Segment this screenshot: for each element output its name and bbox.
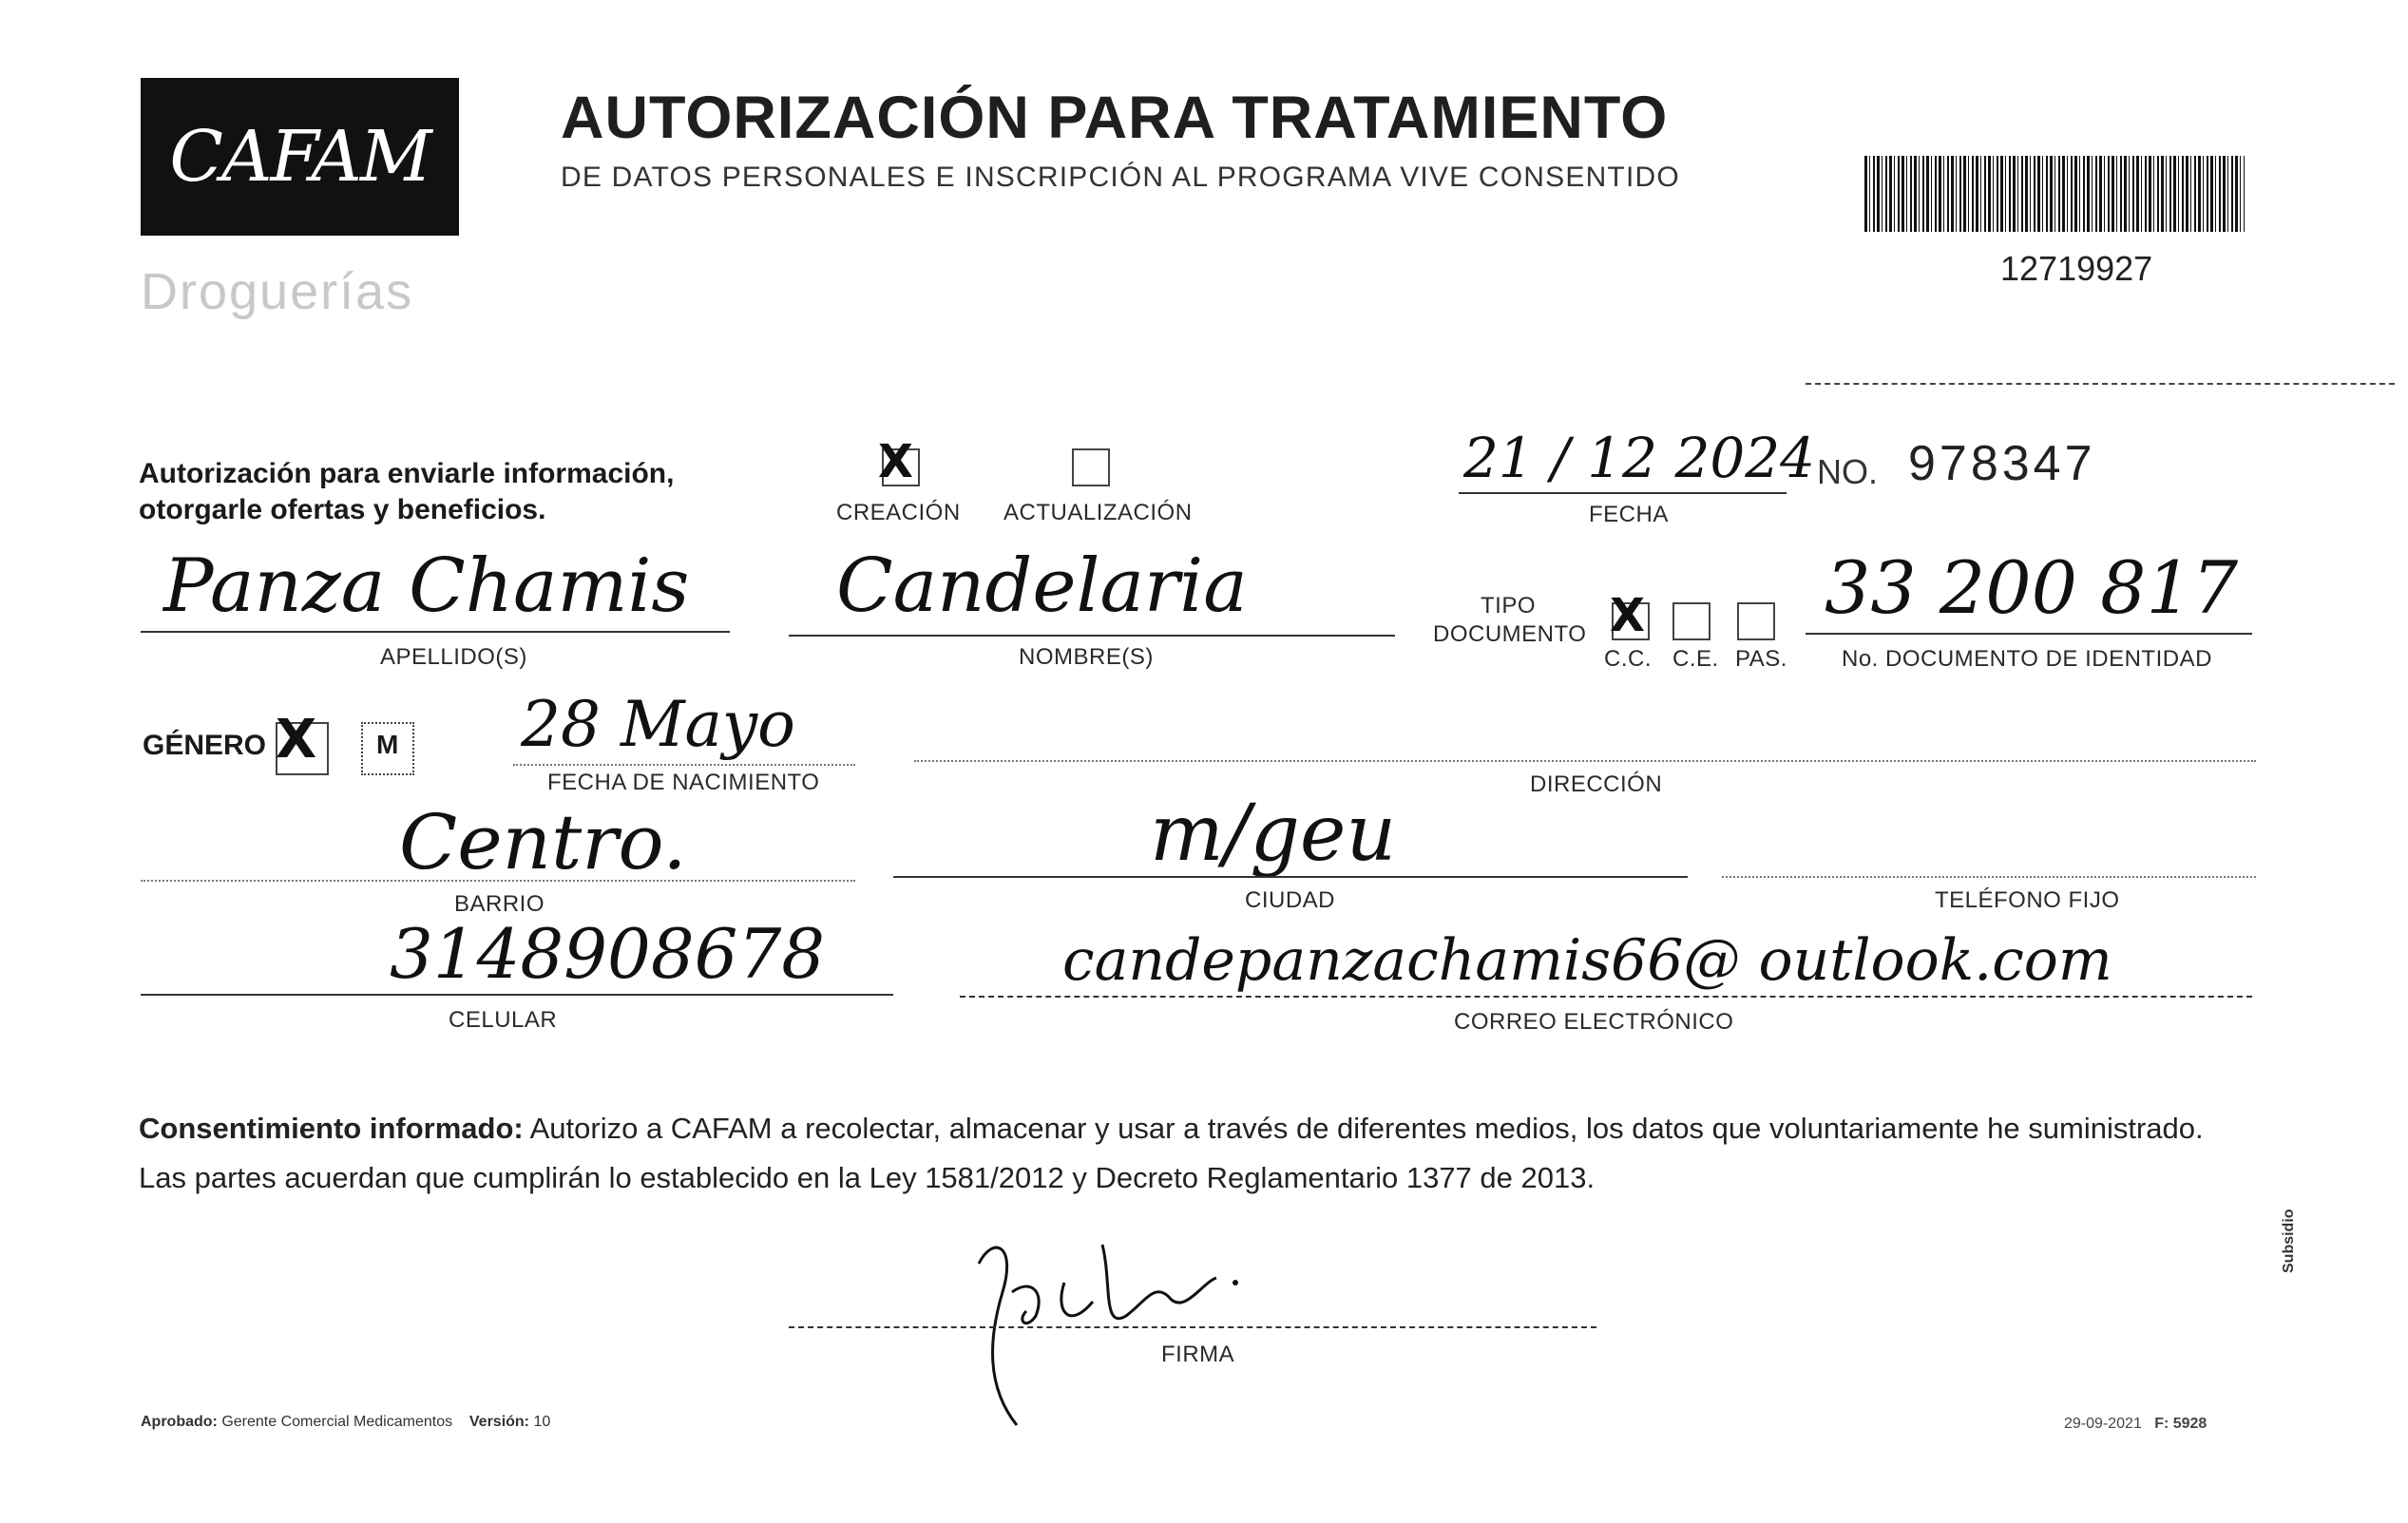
- logo-subtitle: Droguerías: [141, 263, 414, 320]
- footer-date: 29-09-2021: [2064, 1416, 2142, 1432]
- logo-text: CAFAM: [169, 116, 430, 198]
- no-value: 978347: [1908, 436, 2096, 491]
- footer-aprobado: [141, 1414, 550, 1431]
- tipo-documento-label-2: DOCUMENTO: [1433, 621, 1587, 647]
- no-label: NO.: [1817, 452, 1879, 491]
- apellidos-line: [141, 631, 730, 633]
- version-label: Versión:: [468, 1414, 530, 1430]
- apellidos-value: Panza Chamis: [163, 543, 690, 629]
- correo-value: candepanzachamis66@ outlook.com: [1062, 927, 2112, 994]
- nacimiento-value: 28 Mayo: [521, 688, 795, 761]
- creacion-mark: X: [878, 435, 914, 488]
- intro-line-2: otorgarle ofertas y beneficios.: [139, 494, 546, 525]
- genero-f-mark: X: [276, 709, 317, 771]
- telefono-line: [1722, 876, 2256, 878]
- aprobado-label: Aprobado:: [141, 1414, 218, 1430]
- correo-line: [960, 996, 2252, 998]
- form-title: AUTORIZACIÓN PARA TRATAMIENTO: [561, 85, 1669, 151]
- header-divider: [1806, 383, 2395, 385]
- intro-line-1: Autorización para enviarle información,: [139, 458, 675, 489]
- ce-checkbox[interactable]: [1672, 602, 1710, 640]
- direccion-label: DIRECCIÓN: [1530, 771, 1663, 797]
- nombres-value: Candelaria: [836, 543, 1248, 629]
- pas-checkbox[interactable]: [1737, 602, 1775, 640]
- cc-label: C.C.: [1604, 646, 1652, 672]
- documento-label: No. DOCUMENTO DE IDENTIDAD: [1842, 646, 2212, 672]
- genero-label: GÉNERO: [143, 730, 267, 761]
- form-subtitle: DE DATOS PERSONALES E INSCRIPCIÓN AL PROGRAMA VIVE CONSENTIDO: [561, 162, 1680, 193]
- documento-line: [1806, 633, 2252, 635]
- actualizacion-label: ACTUALIZACIÓN: [1003, 500, 1193, 525]
- fecha-value: 21 / 12 2024: [1463, 426, 1816, 490]
- documento-value: 33 200 817: [1825, 545, 2239, 630]
- celular-label: CELULAR: [449, 1007, 558, 1033]
- footer-right: [2064, 1416, 2207, 1433]
- barrio-line: [141, 880, 855, 882]
- pas-label: PAS.: [1735, 646, 1787, 672]
- firma-label: FIRMA: [1161, 1342, 1235, 1367]
- firma-line: [789, 1326, 1596, 1328]
- barrio-value: Centro.: [399, 798, 687, 886]
- barrio-label: BARRIO: [454, 891, 545, 917]
- footer-form-code: F: 5928: [2154, 1416, 2207, 1432]
- consent-line-2: Las partes acuerdan que cumplirán lo establecido en la Ley 1581/2012 y Decreto Reglamentario 1377 de 2013.: [139, 1161, 1596, 1194]
- consent-text-1: Autorizo a CAFAM a recolectar, almacenar y usar a través de diferentes medios, los datos que voluntariamente he suministrado.: [523, 1112, 2204, 1145]
- ciudad-value: m/geu: [1150, 789, 1397, 879]
- fecha-label: FECHA: [1589, 502, 1669, 527]
- nacimiento-label: FECHA DE NACIMIENTO: [547, 770, 820, 795]
- side-vertical-text: Subsidio: [2281, 1209, 2297, 1273]
- ce-label: C.E.: [1672, 646, 1719, 672]
- apellidos-label: APELLIDO(S): [380, 644, 527, 670]
- celular-line: [141, 994, 893, 996]
- correo-label: CORREO ELECTRÓNICO: [1454, 1009, 1734, 1035]
- logo: [141, 78, 459, 236]
- celular-value: 3148908678: [390, 914, 826, 994]
- fecha-line: [1459, 492, 1787, 494]
- nombres-label: NOMBRE(S): [1019, 644, 1154, 670]
- tipo-documento-label-1: TIPO: [1481, 593, 1537, 619]
- barcode-number: 12719927: [2000, 249, 2153, 288]
- cc-mark: X: [1610, 589, 1646, 642]
- direccion-line: [914, 760, 2256, 762]
- ciudad-line: [893, 876, 1688, 878]
- genero-m-label: M: [376, 730, 399, 759]
- barcode: [1864, 156, 2245, 232]
- telefono-label: TELÉFONO FIJO: [1935, 887, 2120, 913]
- actualizacion-checkbox[interactable]: [1072, 448, 1110, 486]
- ciudad-label: CIUDAD: [1245, 887, 1336, 913]
- signature-drawing: [960, 1226, 1273, 1435]
- aprobado-value: Gerente Comercial Medicamentos: [221, 1414, 453, 1430]
- consent-line-1: [139, 1112, 2204, 1146]
- consent-bold: Consentimiento informado:: [139, 1112, 524, 1145]
- nombres-line: [789, 635, 1395, 637]
- creacion-label: CREACIÓN: [836, 500, 961, 525]
- nacimiento-line: [513, 764, 855, 766]
- version-value: 10: [533, 1414, 551, 1430]
